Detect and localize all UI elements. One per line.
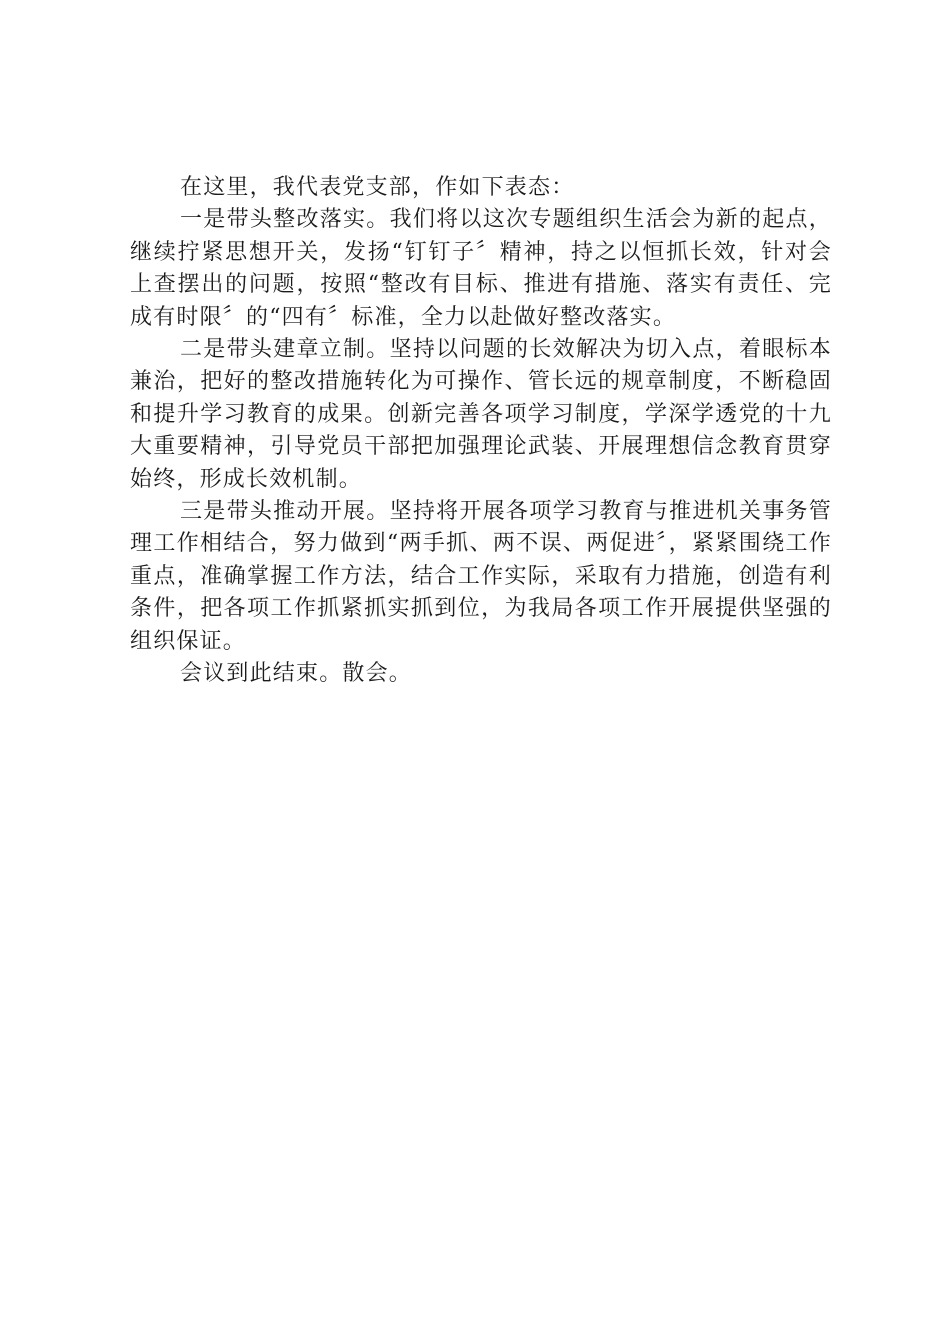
paragraph-rectification: 一是带头整改落实。我们将以这次专题组织生活会为新的起点，继续拧紧思想开关，发扬“钉钉子〞精神，持之以恒抓长效，针对会上查摆出的问题，按照“整改有目标、推进有措施、落实有责任、完成有时限〞的“四有〞标准，全力以赴做好整改落实。 — [130, 207, 832, 330]
document-body — [130, 172, 832, 691]
paragraph-closing: 会议到此结束。散会。 — [180, 661, 413, 687]
paragraph-regulations: 二是带头建章立制。坚持以问题的长效解决为切入点，着眼标本兼治，把好的整改措施转化为可操作、管长远的规章制度，不断稳固和提升学习教育的成果。创新完善各项学习制度，学深学透党的十九大重要精神，引导党员干部把加强理论武装、开展理想信念教育贯穿始终，形成长效机制。 — [130, 337, 832, 492]
paragraph-statement-intro: 在这里，我代表党支部，作如下表态： — [180, 175, 575, 200]
paragraph-promotion: 三是带头推动开展。坚持将开展各项学习教育与推进机关事务管理工作相结合，努力做到“两手抓、两不误、两促进〞，紧紧围绕工作重点，准确掌握工作方法，结合工作实际，采取有力措施，创造有利条件，把各项工作抓紧抓实抓到位，为我局各项工作开展提供坚强的组织保证。 — [130, 499, 832, 654]
